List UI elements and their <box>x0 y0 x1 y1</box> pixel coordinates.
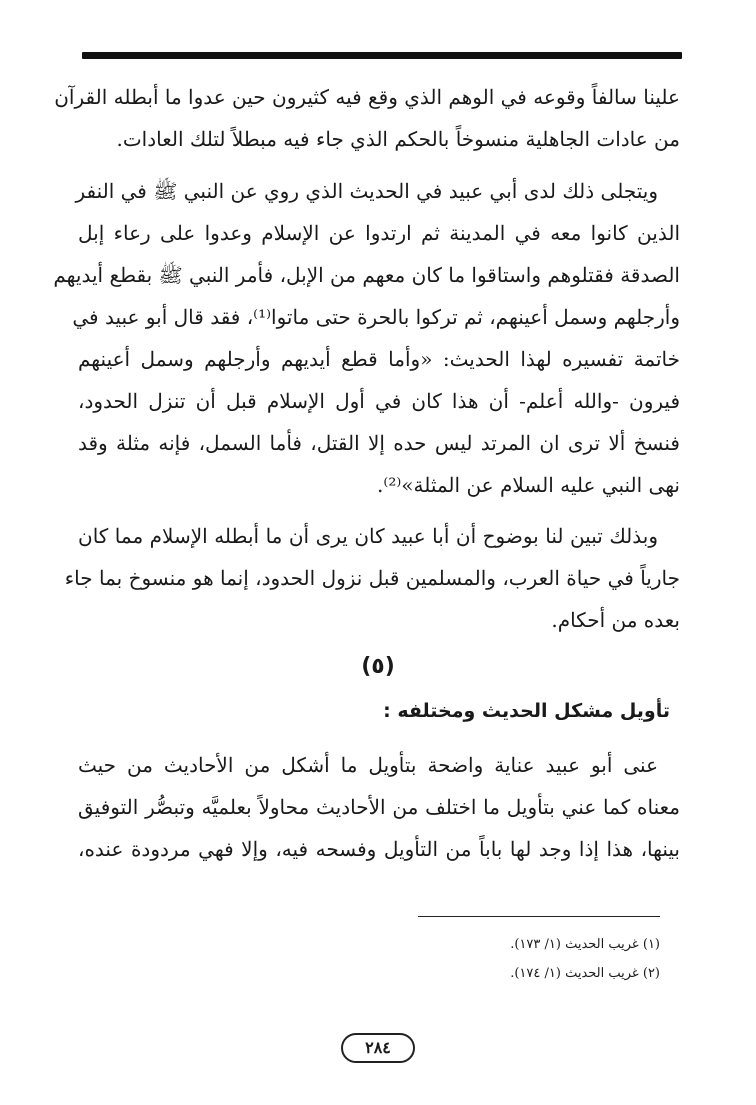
text-line: فنسخ ألا ترى ان المرتد ليس حده إلا القتل، فأما السمل، فإنه مثلة وقد <box>78 431 680 455</box>
text-line: خاتمة تفسيره لهذا الحديث: «وأما قطع أيديهم وأرجلهم وسمل أعينهم <box>78 347 680 371</box>
footnote-rule <box>418 916 660 917</box>
paragraph-2 <box>53 170 680 506</box>
text-line: نهى النبي عليه السلام عن المثلة»⁽²⁾. <box>377 473 680 497</box>
text-line: بعده من أحكام. <box>551 608 680 632</box>
footnote-1: (١) غريب الحديث (١/ ١٧٣). <box>510 937 660 952</box>
text-line: عنى أبو عبيد عناية واضحة بتأويل ما أشكل من الأحاديث من حيث <box>78 753 659 777</box>
section-paragraph <box>78 744 680 870</box>
text-line: معناه كما عني بتأويل ما اختلف من الأحاديث محاولاً بعلميَّه وتبصُّر التوفيق <box>78 795 680 819</box>
text-line: علينا سالفاً وقوعه في الوهم الذي وقع فيه كثيرون حين عدوا ما أبطله القرآن <box>54 85 680 109</box>
paragraph-1 <box>54 76 680 160</box>
text-line: وأرجلهم وسمل أعينهم، ثم تركوا بالحرة حتى ماتوا⁽¹⁾، فقد قال أبو عبيد في <box>72 305 680 329</box>
text-line: وبذلك تبين لنا بوضوح أن أبا عبيد كان يرى أن ما أبطله الإسلام مما كان <box>78 524 658 548</box>
paragraph-3 <box>64 515 680 641</box>
footnote-2: (٢) غريب الحديث (١/ ١٧٤). <box>510 966 660 981</box>
top-rule <box>82 52 682 59</box>
footnotes <box>510 930 660 988</box>
text-line: من عادات الجاهلية منسوخاً بالحكم الذي جاء فيه مبطلاً لتلك العادات. <box>116 127 680 151</box>
text-line: بينها، هذا إذا وجد لها باباً من التأويل وفسحه فيه، وإلا فهي مردودة عنده، <box>78 837 680 861</box>
text-line: فيرون -والله أعلم- أن هذا كان في أول الإسلام قبل أن تنزل الحدود، <box>78 389 680 413</box>
text-line: ويتجلى ذلك لدى أبي عبيد في الحديث الذي روي عن النبي ﷺ في النفر <box>75 179 658 203</box>
section-number: (٥) <box>361 654 395 679</box>
section-heading: تأويل مشكل الحديث ومختلفه : <box>383 700 670 722</box>
page-number: ٢٨٤ <box>341 1033 415 1063</box>
text-line: جارياً في حياة العرب، والمسلمين قبل نزول الحدود، إنما هو منسوخ بما جاء <box>64 566 680 590</box>
text-line: الصدقة فقتلوهم واستاقوا ما كان معهم من الإبل، فأمر النبي ﷺ بقطع أيديهم <box>53 263 680 287</box>
text-line: الذين كانوا معه في المدينة ثم ارتدوا عن الإسلام وعدوا على رعاء إبل <box>78 221 680 245</box>
